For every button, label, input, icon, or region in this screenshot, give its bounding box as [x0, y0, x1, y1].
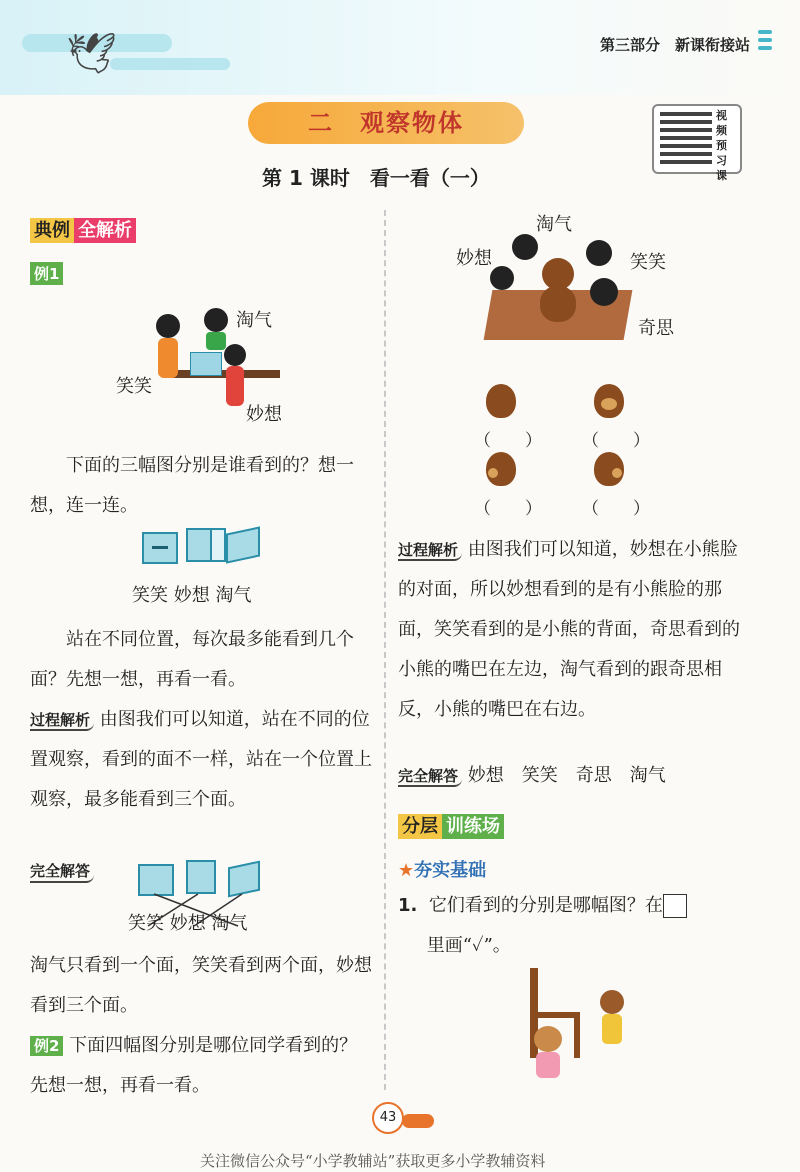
girl-figure — [156, 314, 180, 338]
header-bars-decoration — [758, 30, 772, 54]
column-divider — [384, 210, 386, 1090]
tag-part-b: 训练场 — [442, 814, 504, 839]
table-shape — [170, 370, 280, 378]
monkey-head — [600, 990, 624, 1014]
qr-code[interactable] — [652, 104, 742, 182]
question-number: 1. — [398, 895, 418, 916]
question-text-a: 它们看到的分别是哪幅图？在 — [428, 895, 663, 916]
girl2-figure — [490, 266, 514, 290]
boy-body — [206, 332, 226, 350]
name-xiaoxiao: 笑笑 — [116, 376, 152, 397]
name-miaoxiang-2: 妙想 — [456, 248, 492, 269]
bear-view-right — [594, 452, 624, 486]
name-taoqi-2: 淘气 — [536, 214, 572, 235]
boy2-figure — [590, 278, 618, 306]
answer-view-2 — [186, 860, 216, 894]
view-two-faces — [186, 528, 226, 562]
qr-label: 视频预习课 — [716, 109, 727, 182]
seagull-icon: 🕊 — [66, 31, 117, 77]
answer-right — [398, 756, 743, 796]
qr-code-icon — [660, 112, 712, 164]
chair-seat — [530, 1012, 580, 1018]
bear-scene-illustration — [478, 228, 636, 350]
example-2-tag: 例2 — [30, 1036, 63, 1056]
process-text: 由图我们可以知道，妙想在小熊脸的对面，所以妙想看到的是有小熊脸的那面，笑笑看到的是小熊的背面，奇思看到的小熊的嘴巴在左边，淘气看到的跟奇思相反，小熊的嘴巴在右边。 — [398, 539, 740, 720]
girl2-body — [226, 366, 244, 406]
example-2 — [30, 1026, 375, 1106]
example-1-tag: 例1 — [30, 262, 63, 285]
tag-part-a: 分层 — [398, 814, 442, 839]
boy-figure — [204, 308, 228, 332]
name-taoqi: 淘气 — [236, 310, 272, 331]
example-2-question: 下面四幅图分别是哪位同学看到的？先想一想，再看一看。 — [30, 1035, 358, 1096]
answer-box[interactable] — [663, 894, 687, 918]
section-label: 第三部分 新课衔接站 — [599, 36, 750, 54]
bear-view-front — [594, 384, 624, 418]
process-tag: 过程解析 — [398, 541, 462, 561]
training-tag — [398, 812, 504, 838]
girl-figure — [586, 240, 612, 266]
basic-heading: ★夯实基础 — [398, 860, 487, 881]
answer-explanation: 淘气只看到一个面，笑笑看到两个面，妙想看到三个面。 — [30, 955, 372, 1016]
question-text-b: 里画“✓”。 — [426, 935, 511, 956]
submarine-icon — [402, 1114, 434, 1128]
tag-part-a: 典例 — [30, 218, 74, 243]
monkey-body — [602, 1014, 622, 1044]
answer-tag: 完全解答 — [398, 767, 462, 787]
bear-view-left — [486, 452, 516, 486]
bear-view-back — [486, 384, 516, 418]
process-tag: 过程解析 — [30, 711, 94, 731]
view-front — [142, 532, 178, 568]
process-analysis-left — [30, 700, 375, 820]
name-miaoxiang: 妙想 — [246, 404, 282, 425]
name-xiaoxiao-2: 笑笑 — [630, 252, 666, 273]
answer-names-row: 笑笑 妙想 淘气 — [128, 913, 248, 934]
cloud-decoration — [110, 58, 230, 70]
answer-tag: 完全解答 — [30, 860, 94, 883]
star-icon: ★ — [398, 860, 415, 881]
chapter-title: 二 观察物体 — [248, 102, 524, 144]
name-qisi: 奇思 — [638, 318, 674, 339]
dog-head — [534, 1026, 562, 1052]
lesson-title: 第 1 课时 看一看（一） — [262, 166, 490, 190]
answer-paren-4[interactable]: （ ） — [582, 499, 650, 519]
example-1-question: 下面的三幅图分别是谁看到的？想一想，连一连。 — [30, 455, 354, 516]
chair-scene-illustration — [520, 968, 640, 1088]
process-text: 由图我们可以知道，站在不同的位置观察，看到的面不一样，站在一个位置上观察，最多能看到三个面。 — [30, 709, 372, 810]
girl2-figure — [224, 344, 246, 366]
girl-body — [158, 338, 178, 378]
watermark-text: 关注微信公众号“小学教辅站”获取更多小学教辅资料 — [200, 1152, 546, 1170]
question-1 — [398, 886, 743, 966]
names-row: 笑笑 妙想 淘气 — [132, 585, 252, 606]
tag-part-b: 全解析 — [74, 218, 136, 243]
process-analysis-right — [398, 530, 743, 730]
answer-text: 妙想 笑笑 奇思 淘气 — [467, 765, 666, 786]
dog-body — [536, 1052, 560, 1078]
answer-paren-1[interactable]: （ ） — [474, 431, 542, 451]
box-shape — [190, 352, 222, 376]
chair-leg — [574, 1012, 580, 1058]
view-three-faces — [226, 530, 260, 560]
boy-figure — [512, 234, 538, 260]
answer-paren-3[interactable]: （ ） — [474, 499, 542, 519]
page-number: 43 — [372, 1102, 404, 1134]
example-1-question-2: 站在不同位置，每次最多能看到几个面？先想一想，再看一看。 — [30, 629, 354, 690]
answer-paren-2[interactable]: （ ） — [582, 431, 650, 451]
bear-body — [540, 286, 576, 322]
section-tag-example — [30, 216, 136, 242]
